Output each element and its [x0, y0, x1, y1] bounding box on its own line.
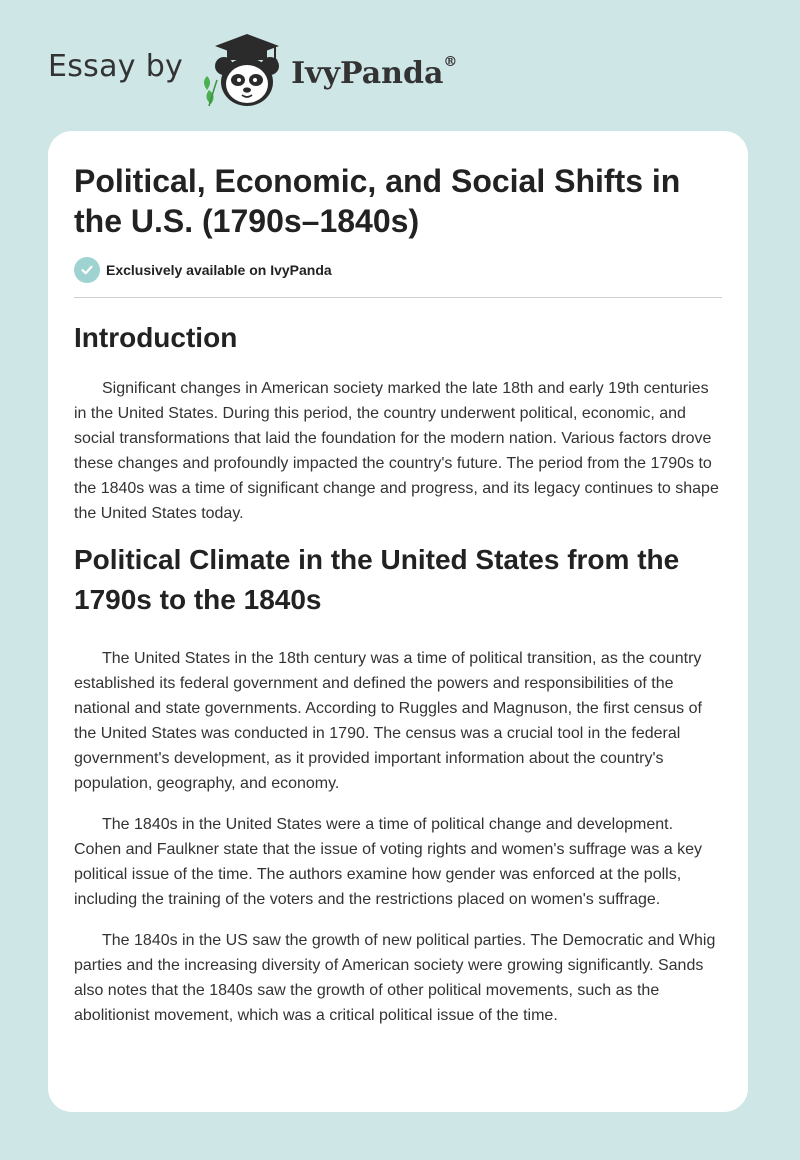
paragraph: The United States in the 18th century was a time of political transition, as the country established its federal government and defined the powers and responsibilities of the national and state governments. According to Ruggles and Magnuson, the first census of the United States was conducted in 1790. The census was a crucial tool in the federal government's development, as it provided important information about the country's population, geography, and economy.: [74, 650, 702, 792]
essay-by-label: Essay by: [48, 48, 184, 84]
section-heading-introduction: Introduction: [74, 322, 238, 353]
check-icon: [74, 257, 100, 283]
essay-card: [48, 131, 748, 1112]
section-heading-political-climate: Political Climate in the United States from the 1790s to the 1840s: [74, 544, 680, 615]
ivypanda-panda-logo-icon[interactable]: [197, 30, 283, 110]
exclusive-badge-label: Exclusively available on IvyPanda: [106, 262, 332, 278]
brand-name[interactable]: [291, 53, 458, 91]
paragraph: The 1840s in the United States were a time of political change and development. Cohen and Faulkner state that the issue of voting rights and women's suffrage was a key political issue of the time. The authors examine how gender was enforced at the polls, including the training of the voters and the restrictions placed on women's suffrage.: [74, 816, 703, 908]
paragraph: Significant changes in American society marked the late 18th and early 19th centuries in the United States. During this period, the country underwent political, economic, and social transformations that laid the foundation for the modern nation. Various factors drove these changes and profoundly impacted the country's future. The period from the 1790s to the 1840s was a time of significant change and progress, and its legacy continues to shape the United States today.: [74, 380, 719, 522]
page-title: Political, Economic, and Social Shifts in the U.S. (1790s–1840s): [74, 163, 681, 239]
paragraph: The 1840s in the US saw the growth of new political parties. The Democratic and Whig parties and the increasing diversity of American society were growing significantly. Sands also notes that the 1840s saw the growth of other political movements, such as the abolitionist movement, which was a critical political issue of the time.: [74, 932, 716, 1024]
registered-mark: ®: [443, 53, 458, 70]
brand-text: IvyPanda: [291, 55, 444, 91]
site-header: [48, 30, 457, 110]
exclusive-badge: [74, 257, 722, 298]
